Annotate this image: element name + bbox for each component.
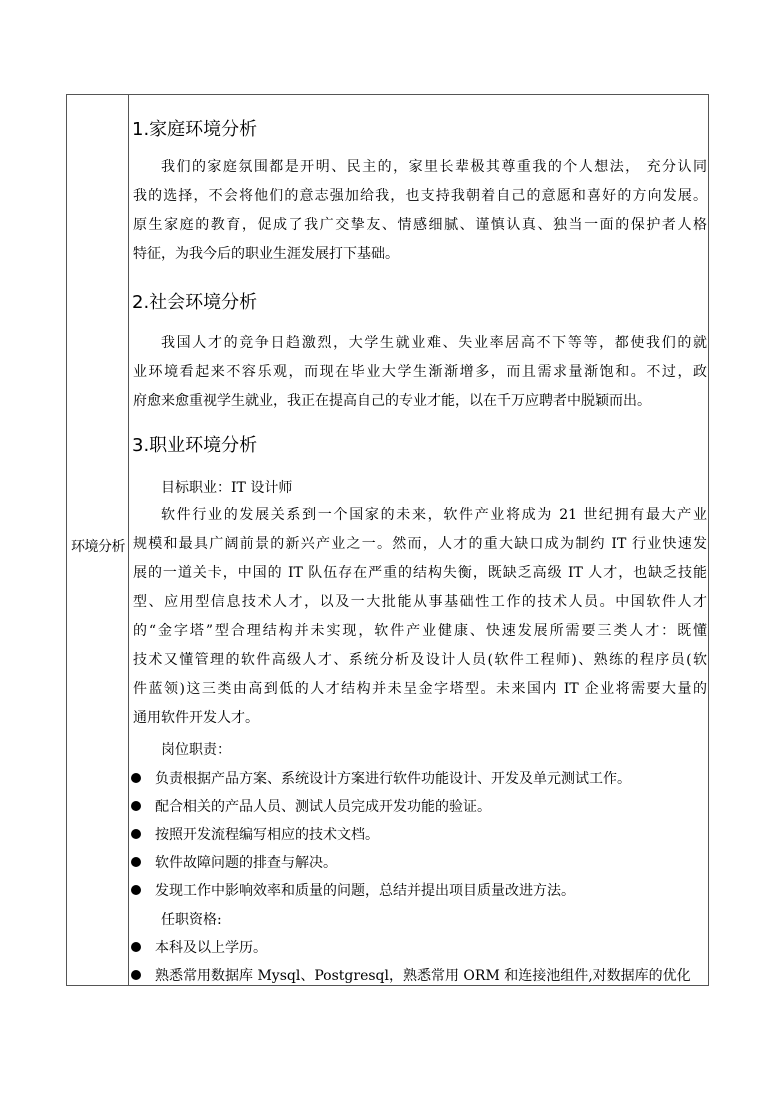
table-content-column	[129, 95, 708, 985]
paragraph-line: 型、应用型信息技术人才，以及一大批能从事基础性工作的技术人员。中国软件人才	[133, 594, 707, 610]
duty-text: 按照开发流程编写相应的技术文档。	[155, 827, 379, 843]
bullet-icon	[131, 801, 141, 811]
list-item	[131, 852, 337, 872]
row-label: 环境分析	[71, 539, 125, 555]
analysis-table	[66, 94, 709, 986]
society-heading: 2.社会环境分析	[132, 292, 258, 313]
career-heading: 3.职业环境分析	[132, 435, 258, 456]
qualification-text: 熟悉常用数据库 Mysql、Postgresql，熟悉常用 ORM 和连接池组件,对数据库的优化	[155, 968, 691, 984]
bullet-icon	[131, 857, 141, 867]
duty-text: 配合相关的产品人员、测试人员完成开发功能的验证。	[155, 799, 491, 815]
bullet-icon	[131, 773, 141, 783]
duty-text: 负责根据产品方案、系统设计方案进行软件功能设计、开发及单元测试工作。	[155, 771, 631, 787]
paragraph-line: 展的一道关卡，中国的 IT 队伍存在严重的结构失衡，既缺乏高级 IT 人才，也缺乏技能	[133, 565, 707, 581]
paragraph-line: 府愈来愈重视学生就业，我正在提高自己的专业才能，以在千万应聘者中脱颖而出。	[133, 393, 651, 409]
paragraph-line: 业环境看起来不容乐观，而现在毕业大学生渐渐增多，而且需求量渐饱和。不过，政	[133, 364, 707, 380]
list-item	[131, 768, 631, 788]
duties-label: 岗位职责：	[161, 742, 231, 758]
list-item	[131, 937, 267, 957]
list-item	[131, 965, 691, 985]
paragraph-line: 我国人才的竞争日趋激烈，大学生就业难、失业率居高不下等等，都使我们的就	[161, 335, 707, 351]
paragraph-line: 我们的家庭氛围都是开明、民主的，家里长辈极其尊重我的个人想法， 充分认同	[161, 159, 707, 175]
paragraph-line: 软件行业的发展关系到一个国家的未来，软件产业将成为 21 世纪拥有最大产业	[161, 507, 707, 523]
paragraph-line: 技术又懂管理的软件高级人才、系统分析及设计人员(软件工程师)、熟练的程序员(软	[133, 652, 707, 668]
qualifications-label: 任职资格:	[161, 912, 222, 928]
paragraph-line: 的“金字塔”型合理结构并未实现，软件产业健康、快速发展所需要三类人才：既懂	[133, 623, 707, 639]
bullet-icon	[131, 942, 141, 952]
paragraph-line: 我的选择，不会将他们的意志强加给我，也支持我朝着自己的意愿和喜好的方向发展。	[133, 188, 707, 204]
table-label-column	[67, 95, 129, 985]
bullet-icon	[131, 970, 141, 980]
bullet-icon	[131, 885, 141, 895]
duty-text: 发现工作中影响效率和质量的问题，总结并提出项目质量改进方法。	[155, 883, 575, 899]
paragraph-line: 原生家庭的教育，促成了我广交挚友、情感细腻、谨慎认真、独当一面的保护者人格	[133, 217, 707, 233]
paragraph-line: 通用软件开发人才。	[133, 710, 259, 726]
paragraph-line: 件蓝领)这三类由高到低的人才结构并未呈金字塔型。未来国内 IT 企业将需要大量的	[133, 681, 707, 697]
paragraph-line: 规模和最具广阔前景的新兴产业之一。然而，人才的重大缺口成为制约 IT 行业快速发	[133, 536, 707, 552]
list-item	[131, 880, 575, 900]
list-item	[131, 824, 379, 844]
bullet-icon	[131, 829, 141, 839]
paragraph-line: 特征，为我今后的职业生涯发展打下基础。	[133, 246, 399, 262]
career-paragraph	[133, 501, 707, 733]
qualification-text: 本科及以上学历。	[155, 940, 267, 956]
family-heading: 1.家庭环境分析	[132, 119, 258, 140]
society-paragraph	[133, 329, 707, 416]
list-item	[131, 796, 491, 816]
target-career: 目标职业：IT 设计师	[161, 480, 293, 496]
family-paragraph	[133, 153, 707, 269]
duty-text: 软件故障问题的排查与解决。	[155, 855, 337, 871]
